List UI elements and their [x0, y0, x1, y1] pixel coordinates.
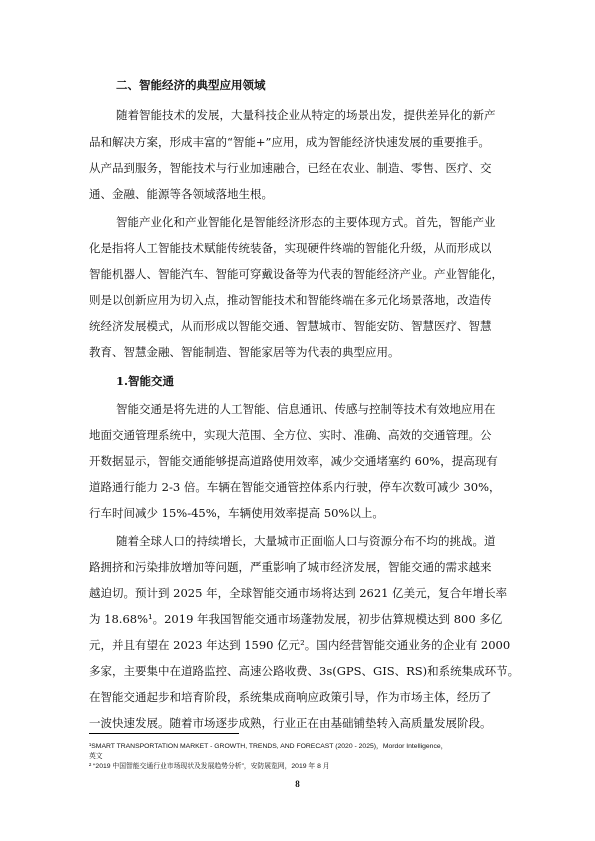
text-line: 地面交通管理系统中，实现大范围、全方位、实时、准确、高效的交通管理。公	[89, 428, 492, 442]
text-line: 统经济发展模式，从而形成以智能交通、智慧城市、智能安防、智慧医疗、智慧	[89, 319, 492, 333]
footnote-1-continued: 英文	[89, 753, 103, 760]
page-number: 8	[295, 779, 300, 789]
text-line: 一波快速发展。随着市场逐步成熟，行业正在由基础铺垫转入高质量发展阶段。	[89, 716, 492, 730]
text-line: 智能产业化和产业智能化是智能经济形态的主要体现方式。首先，智能产业	[116, 215, 496, 229]
text-line: 智能交通是将先进的人工智能、信息通讯、传感与控制等技术有效地应用在	[116, 402, 496, 416]
text-line: 越迫切。预计到 2025 年，全球智能交通市场将达到 2621 亿美元，复合年增长率	[89, 586, 508, 600]
text-line: 路拥挤和污染排放增加等问题，严重影响了城市经济发展，智能交通的需求越来	[89, 560, 492, 574]
text-line: 行车时间减少 15%-45%，车辆使用效率提高 50%以上。	[89, 506, 384, 520]
text-line: 为 18.68%¹。2019 年我国智能交通市场蓬勃发展，初步估算规模达到 800 多亿	[89, 612, 503, 626]
text-line: 开数据显示，智能交通能够提高道路使用效率，减少交通堵塞约 60%，提高现有	[89, 454, 498, 468]
section-heading: 二、智能经济的典型应用领域	[116, 78, 266, 92]
text-line: 在智能交通起步和培育阶段，系统集成商响应政策引导，作为市场主体，经历了	[89, 690, 492, 704]
text-line: 智能机器人、智能汽车、智能可穿戴设备等为代表的智能经济产业。产业智能化，	[89, 267, 503, 281]
text-line: 教育、智慧金融、智能制造、智能家居等为代表的典型应用。	[89, 345, 400, 359]
footnote-1: ¹SMART TRANSPORTATION MARKET - GROWTH, TRENDS, AND FORECAST (2020 - 2025)，Mordor Intelligence，	[89, 743, 448, 750]
footnote-divider	[89, 733, 239, 734]
text-line: 多家，主要集中在道路监控、高速公路收费、3s(GPS、GIS、RS)和系统集成环节。	[89, 664, 520, 678]
text-line: 通、金融、能源等各领域落地生根。	[89, 187, 273, 201]
text-line: 从产品到服务，智能技术与行业加速融合，已经在农业、制造、零售、医疗、交	[89, 161, 492, 175]
text-line: 品和解决方案，形成丰富的“智能+”应用，成为智能经济快速发展的重要推手。	[89, 135, 490, 149]
text-line: 则是以创新应用为切入点，推动智能技术和智能终端在多元化场景落地，改造传	[89, 293, 492, 307]
text-line: 随着智能技术的发展，大量科技企业从特定的场景出发，提供差异化的新产	[116, 108, 496, 122]
text-line: 道路通行能力 2-3 倍。车辆在智能交通管控体系内行驶，停车次数可减少 30%，	[89, 480, 501, 494]
text-line: 元，并且有望在 2023 年达到 1590 亿元²。国内经营智能交通业务的企业有 2000	[89, 638, 511, 652]
text-line: 随着全球人口的持续增长，大量城市正面临人口与资源分布不均的挑战。道	[116, 534, 496, 548]
text-line: 化是指将人工智能技术赋能传统装备，实现硬件终端的智能化升级，从而形成以	[89, 241, 492, 255]
subsection-heading: 1.智能交通	[116, 374, 175, 388]
footnote-2: ² “2019 中国智能交通行业市场现状及发展趋势分析”，安防展览网，2019 年 8 月	[89, 763, 330, 770]
